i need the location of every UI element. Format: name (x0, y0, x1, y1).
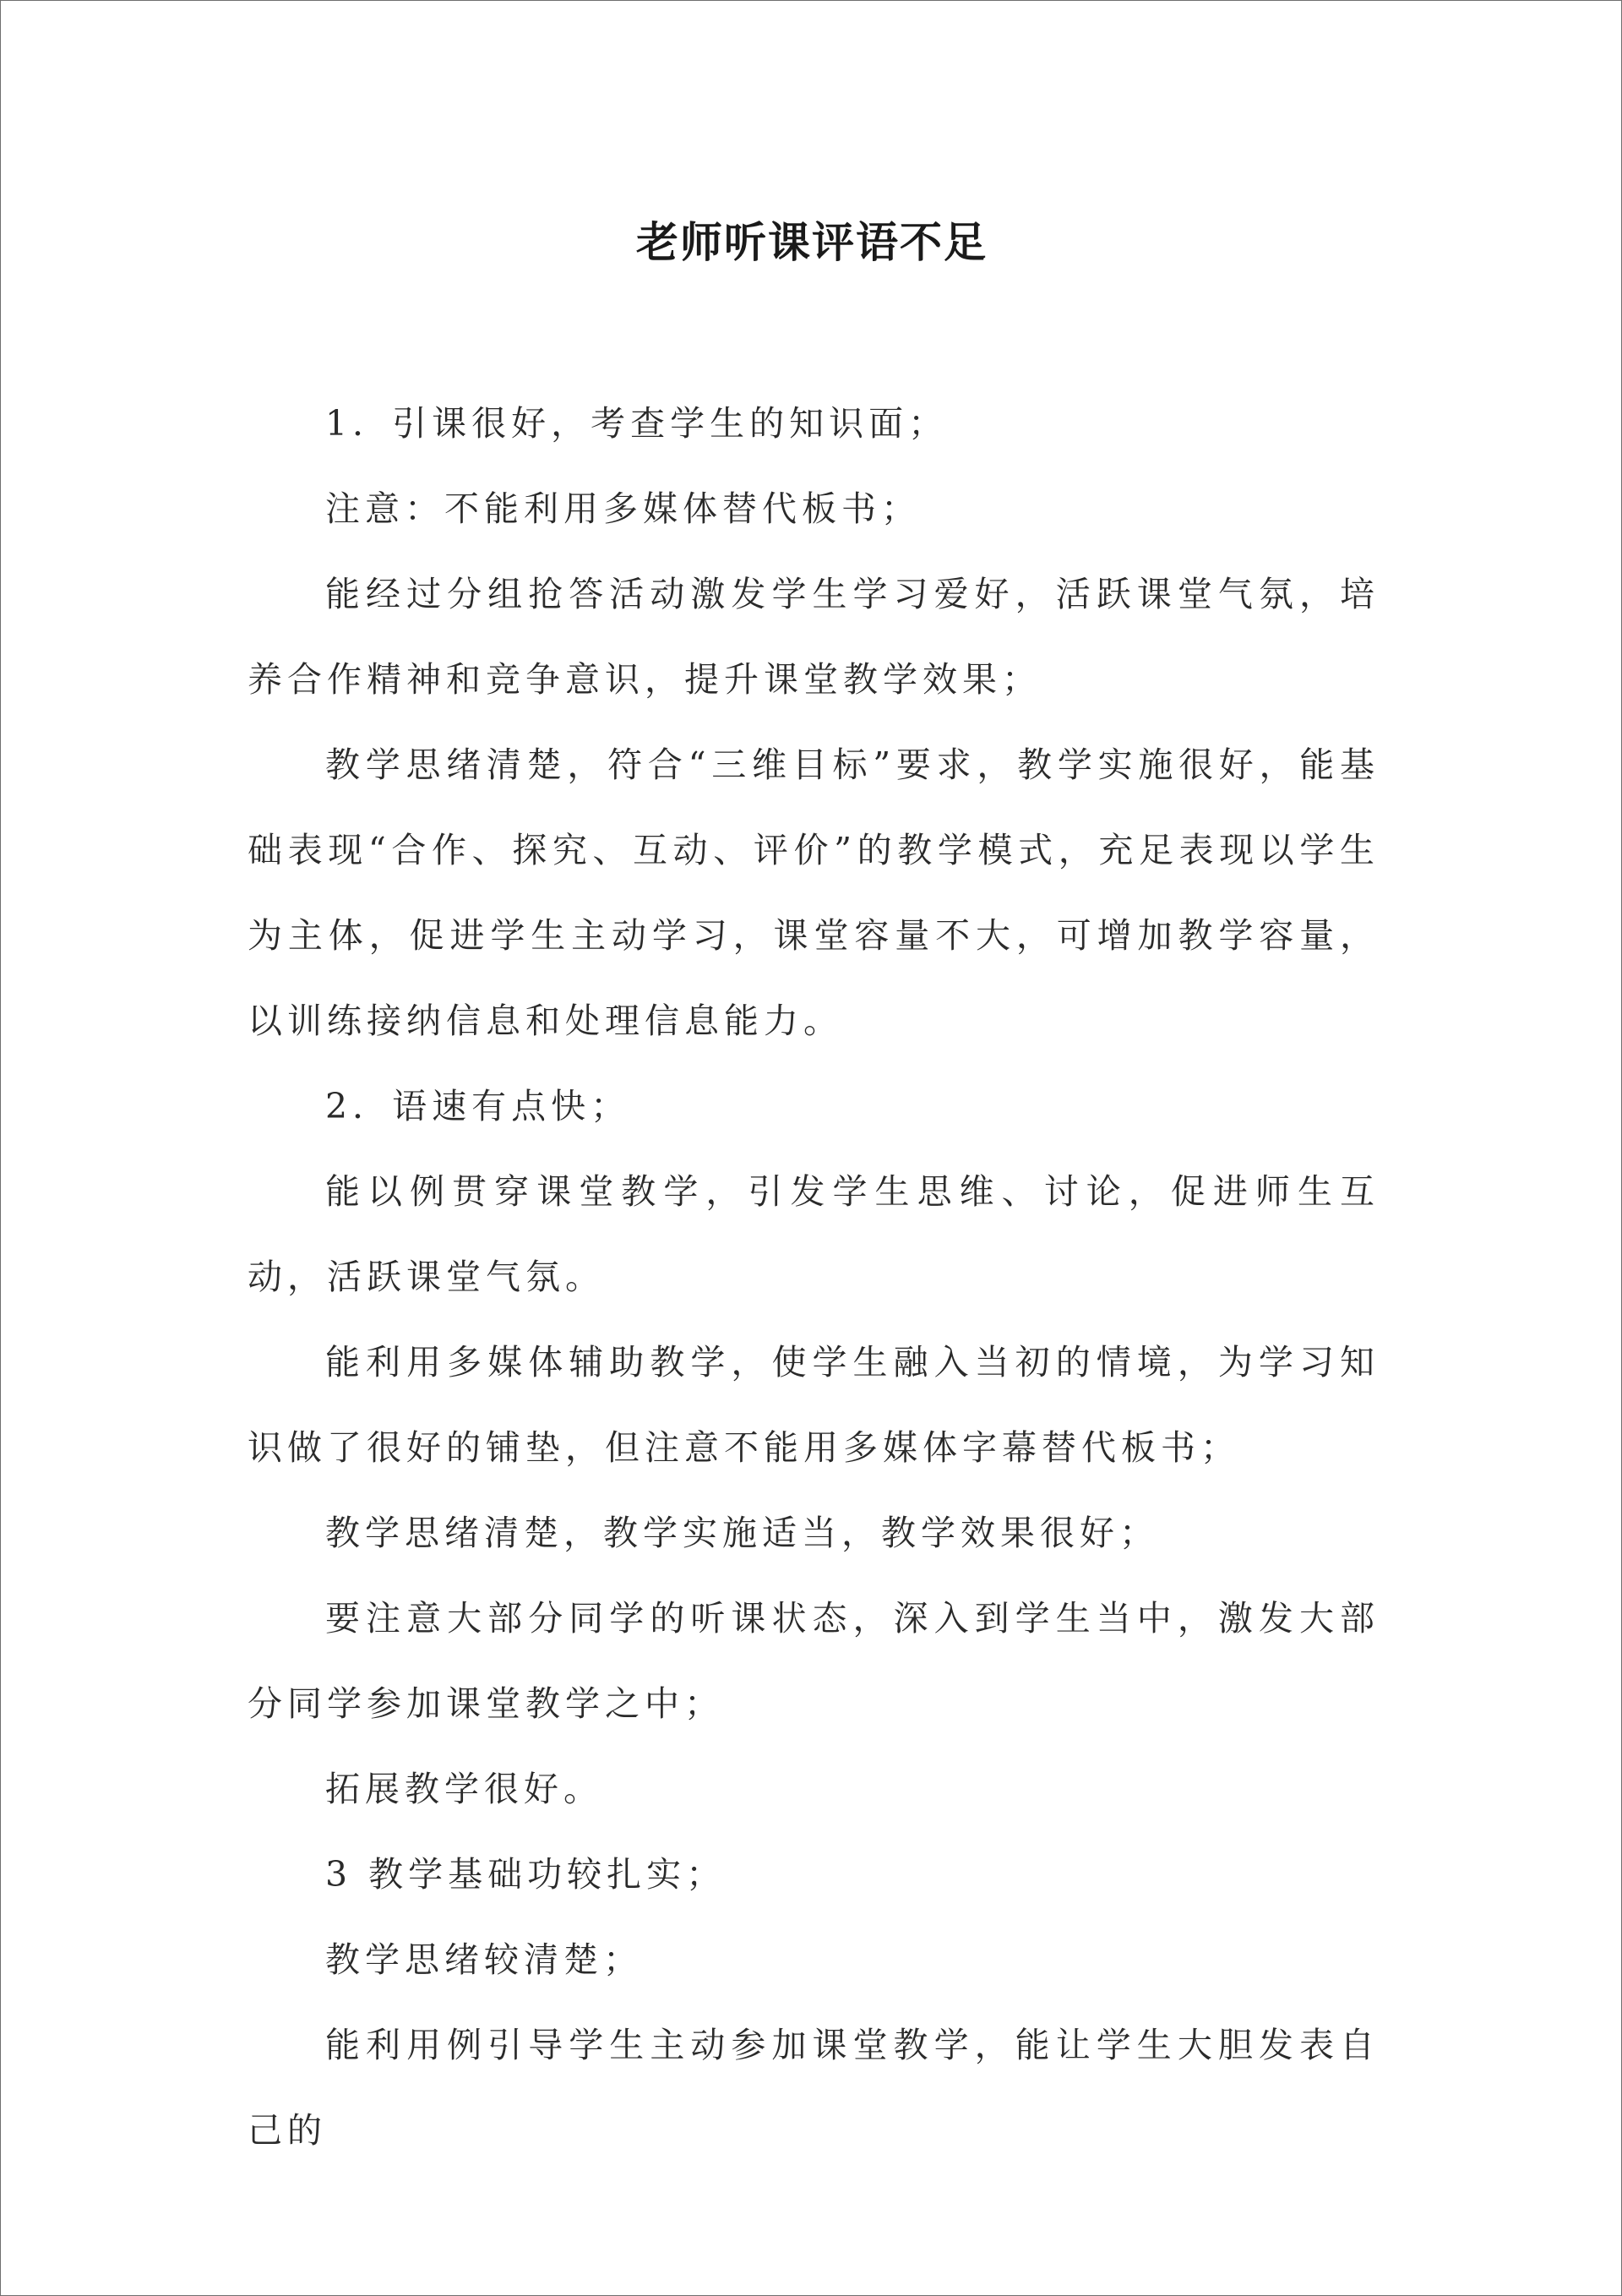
paragraph: 能经过分组抢答活动激发学生学习爱好，活跃课堂气氛，培养合作精神和竞争意识，提升课堂教学效果； (248, 574, 1380, 700)
paragraph: 要注意大部分同学的听课状态，深入到学生当中，激发大部分同学参加课堂教学之中； (248, 1598, 1380, 1724)
paragraph: 1．引课很好，考查学生的知识面； (325, 403, 949, 444)
paragraph: 3 教学基础功较扎实； (325, 1854, 727, 1895)
document-body (248, 381, 1380, 2173)
paragraph: 能以例贯穿课堂教学，引发学生思维、讨论，促进师生互动，活跃课堂气氛。 (248, 1171, 1380, 1297)
paragraph: 拓展教学很好。 (325, 1769, 603, 1809)
document-title: 老师听课评语不足 (636, 217, 988, 267)
paragraph: 教学思绪较清楚； (325, 1939, 643, 1980)
paragraph: 能利用多媒体辅助教学，使学生融入当初的情境，为学习知识做了很好的铺垫，但注意不能用多媒体字幕替代板书； (248, 1342, 1380, 1468)
paragraph: 教学思绪清楚，教学实施适当，教学效果很好； (325, 1513, 1159, 1553)
paragraph: 注意：不能利用多媒体替代板书； (325, 488, 921, 529)
paragraph: 教学思绪清楚，符合“三维目标”要求，教学实施很好，能基础表现“合作、探究、互动、评价”的教学模式，充足表现以学生为主体，促进学生主动学习，课堂容量不大，可增加教学容量，以训练接纳信息和处理信息能力。 (248, 744, 1380, 1041)
paragraph: 能利用例引导学生主动参加课堂教学，能让学生大胆发表自己的 (248, 2025, 1380, 2151)
paragraph: 2．语速有点快； (325, 1086, 631, 1126)
